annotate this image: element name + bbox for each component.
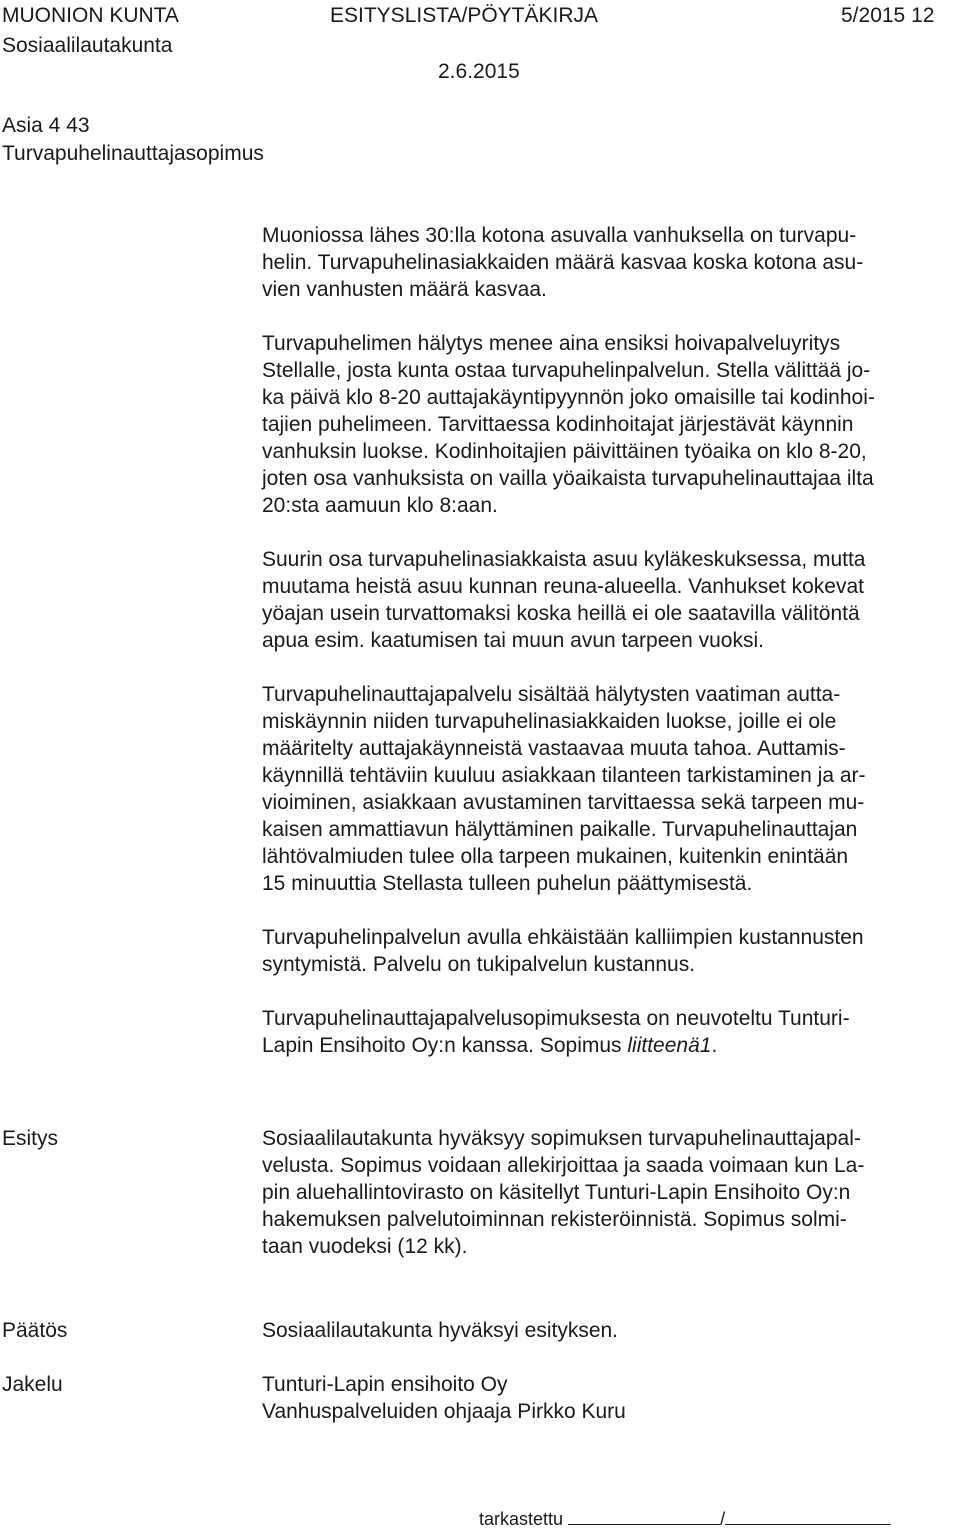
text-line: ka päivä klo 8-20 auttajakäyntipyynnön joko omaisille tai kodinhoi- [262, 386, 875, 409]
text-line: kaisen ammattiavun hälyttäminen paikalle. Turvapuhelinauttajan [262, 818, 858, 841]
checked-signature-line [479, 1508, 891, 1530]
jakelu-label: Jakelu [2, 1373, 63, 1396]
paatos-label: Päätös [2, 1319, 68, 1342]
meeting-date: 2.6.2015 [438, 60, 520, 83]
attachment-reference: liitteenä1 [627, 1034, 712, 1057]
text-line: yöajan usein turvattomaksi koska heillä ei ole saatavilla välitöntä [262, 602, 860, 625]
paatos-text [262, 1317, 954, 1344]
item-title: Turvapuhelinauttajasopimus [2, 142, 264, 165]
committee-name: Sosiaalilautakunta [2, 34, 173, 57]
text-line: Vanhuspalveluiden ohjaaja Pirkko Kuru [262, 1400, 626, 1423]
signature-blank-1 [568, 1508, 720, 1525]
text-line: apua esim. kaatumisen tai muun avun tarpeen vuoksi. [262, 629, 764, 652]
paragraph [262, 330, 954, 519]
text-line: joten osa vanhuksista on vailla yöaikaista turvapuhelinauttajaa ilta [262, 467, 874, 490]
paragraph [262, 546, 954, 654]
text-line: 20:sta aamuun klo 8:aan. [262, 494, 498, 517]
text-line: vien vanhusten määrä kasvaa. [262, 278, 547, 301]
text-line: syntymistä. Palvelu on tukipalvelun kustannus. [262, 953, 696, 976]
text-line: Tunturi-Lapin ensihoito Oy [262, 1373, 508, 1396]
text-line: Sosiaalilautakunta hyväksyi esityksen. [262, 1319, 619, 1342]
jakelu-text [262, 1371, 954, 1425]
separator: / [720, 1509, 726, 1529]
text-line: miskäynnin niiden turvapuhelinasiakkaiden luokse, joille ei ole [262, 710, 837, 733]
paragraph [262, 924, 954, 978]
text-span: Lapin Ensihoito Oy:n kanssa. Sopimus [262, 1034, 628, 1057]
text-line: Turvapuhelimen hälytys menee aina ensiksi hoivapalveluyritys [262, 332, 841, 355]
organization-name: MUONION KUNTA [2, 4, 179, 27]
text-line: vioiminen, asiakkaan avustaminen tarvittaessa sekä tarpeen mu- [262, 791, 865, 814]
text-line: tajien puhelimeen. Tarvittaessa kodinhoitajat järjestävät käynnin [262, 413, 854, 436]
text-line: muutama heistä asuu kunnan reuna-alueella. Vanhukset kokevat [262, 575, 864, 598]
text-line: pin aluehallintovirasto on käsitellyt Tunturi-Lapin Ensihoito Oy:n [262, 1181, 851, 1204]
text-line: Muoniossa lähes 30:lla kotona asuvalla vanhuksella on turvapu- [262, 224, 857, 247]
text-line: velusta. Sopimus voidaan allekirjoittaa ja saada voimaan kun La- [262, 1154, 865, 1177]
text-line: käynnillä tehtäviin kuuluu asiakkaan tilanteen tarkistaminen ja ar- [262, 764, 866, 787]
page-number: 5/2015 12 [841, 4, 935, 27]
paragraph [262, 222, 954, 303]
text-span: . [711, 1034, 718, 1057]
contract-paragraph [262, 1005, 954, 1059]
text-line: Turvapuhelinauttajapalvelusopimuksesta on neuvoteltu Tunturi- [262, 1007, 850, 1030]
text-line: lähtövalmiuden tulee olla tarpeen mukainen, kuitenkin enintään [262, 845, 849, 868]
text-line: Turvapuhelinauttajapalvelu sisältää hälytysten vaatiman autta- [262, 683, 841, 706]
text-line: määritelty auttajakäynneistä vastaavaa muuta tahoa. Auttamis- [262, 737, 846, 760]
text-line: Sosiaalilautakunta hyväksyy sopimuksen turvapuhelinauttajapal- [262, 1127, 861, 1150]
paragraph [262, 681, 954, 897]
checked-label: tarkastettu [479, 1509, 564, 1529]
text-line: Suurin osa turvapuhelinasiakkaista asuu kyläkeskuksessa, mutta [262, 548, 866, 571]
text-line: hakemuksen palvelutoiminnan rekisteröinnistä. Sopimus solmi- [262, 1208, 847, 1231]
text-line [262, 1032, 954, 1059]
text-line: vanhuksin luokse. Kodinhoitajien päivittäinen työaika on klo 8-20, [262, 440, 867, 463]
signature-blank-2 [725, 1508, 891, 1525]
esitys-label: Esitys [2, 1127, 59, 1150]
document-type: ESITYSLISTA/PÖYTÄKIRJA [330, 4, 599, 27]
text-line: helin. Turvapuhelinasiakkaiden määrä kasvaa koska kotona asu- [262, 251, 864, 274]
text-line: Stellalle, josta kunta ostaa turvapuhelinpalvelun. Stella välittää jo- [262, 359, 871, 382]
text-line: Turvapuhelinpalvelun avulla ehkäistään kalliimpien kustannusten [262, 926, 864, 949]
main-text [262, 222, 954, 1059]
text-line: taan vuodeksi (12 kk). [262, 1235, 468, 1258]
esitys-text [262, 1125, 954, 1260]
text-line: 15 minuuttia Stellasta tulleen puhelun päättymisestä. [262, 872, 753, 895]
item-number: Asia 4 43 [2, 114, 90, 137]
